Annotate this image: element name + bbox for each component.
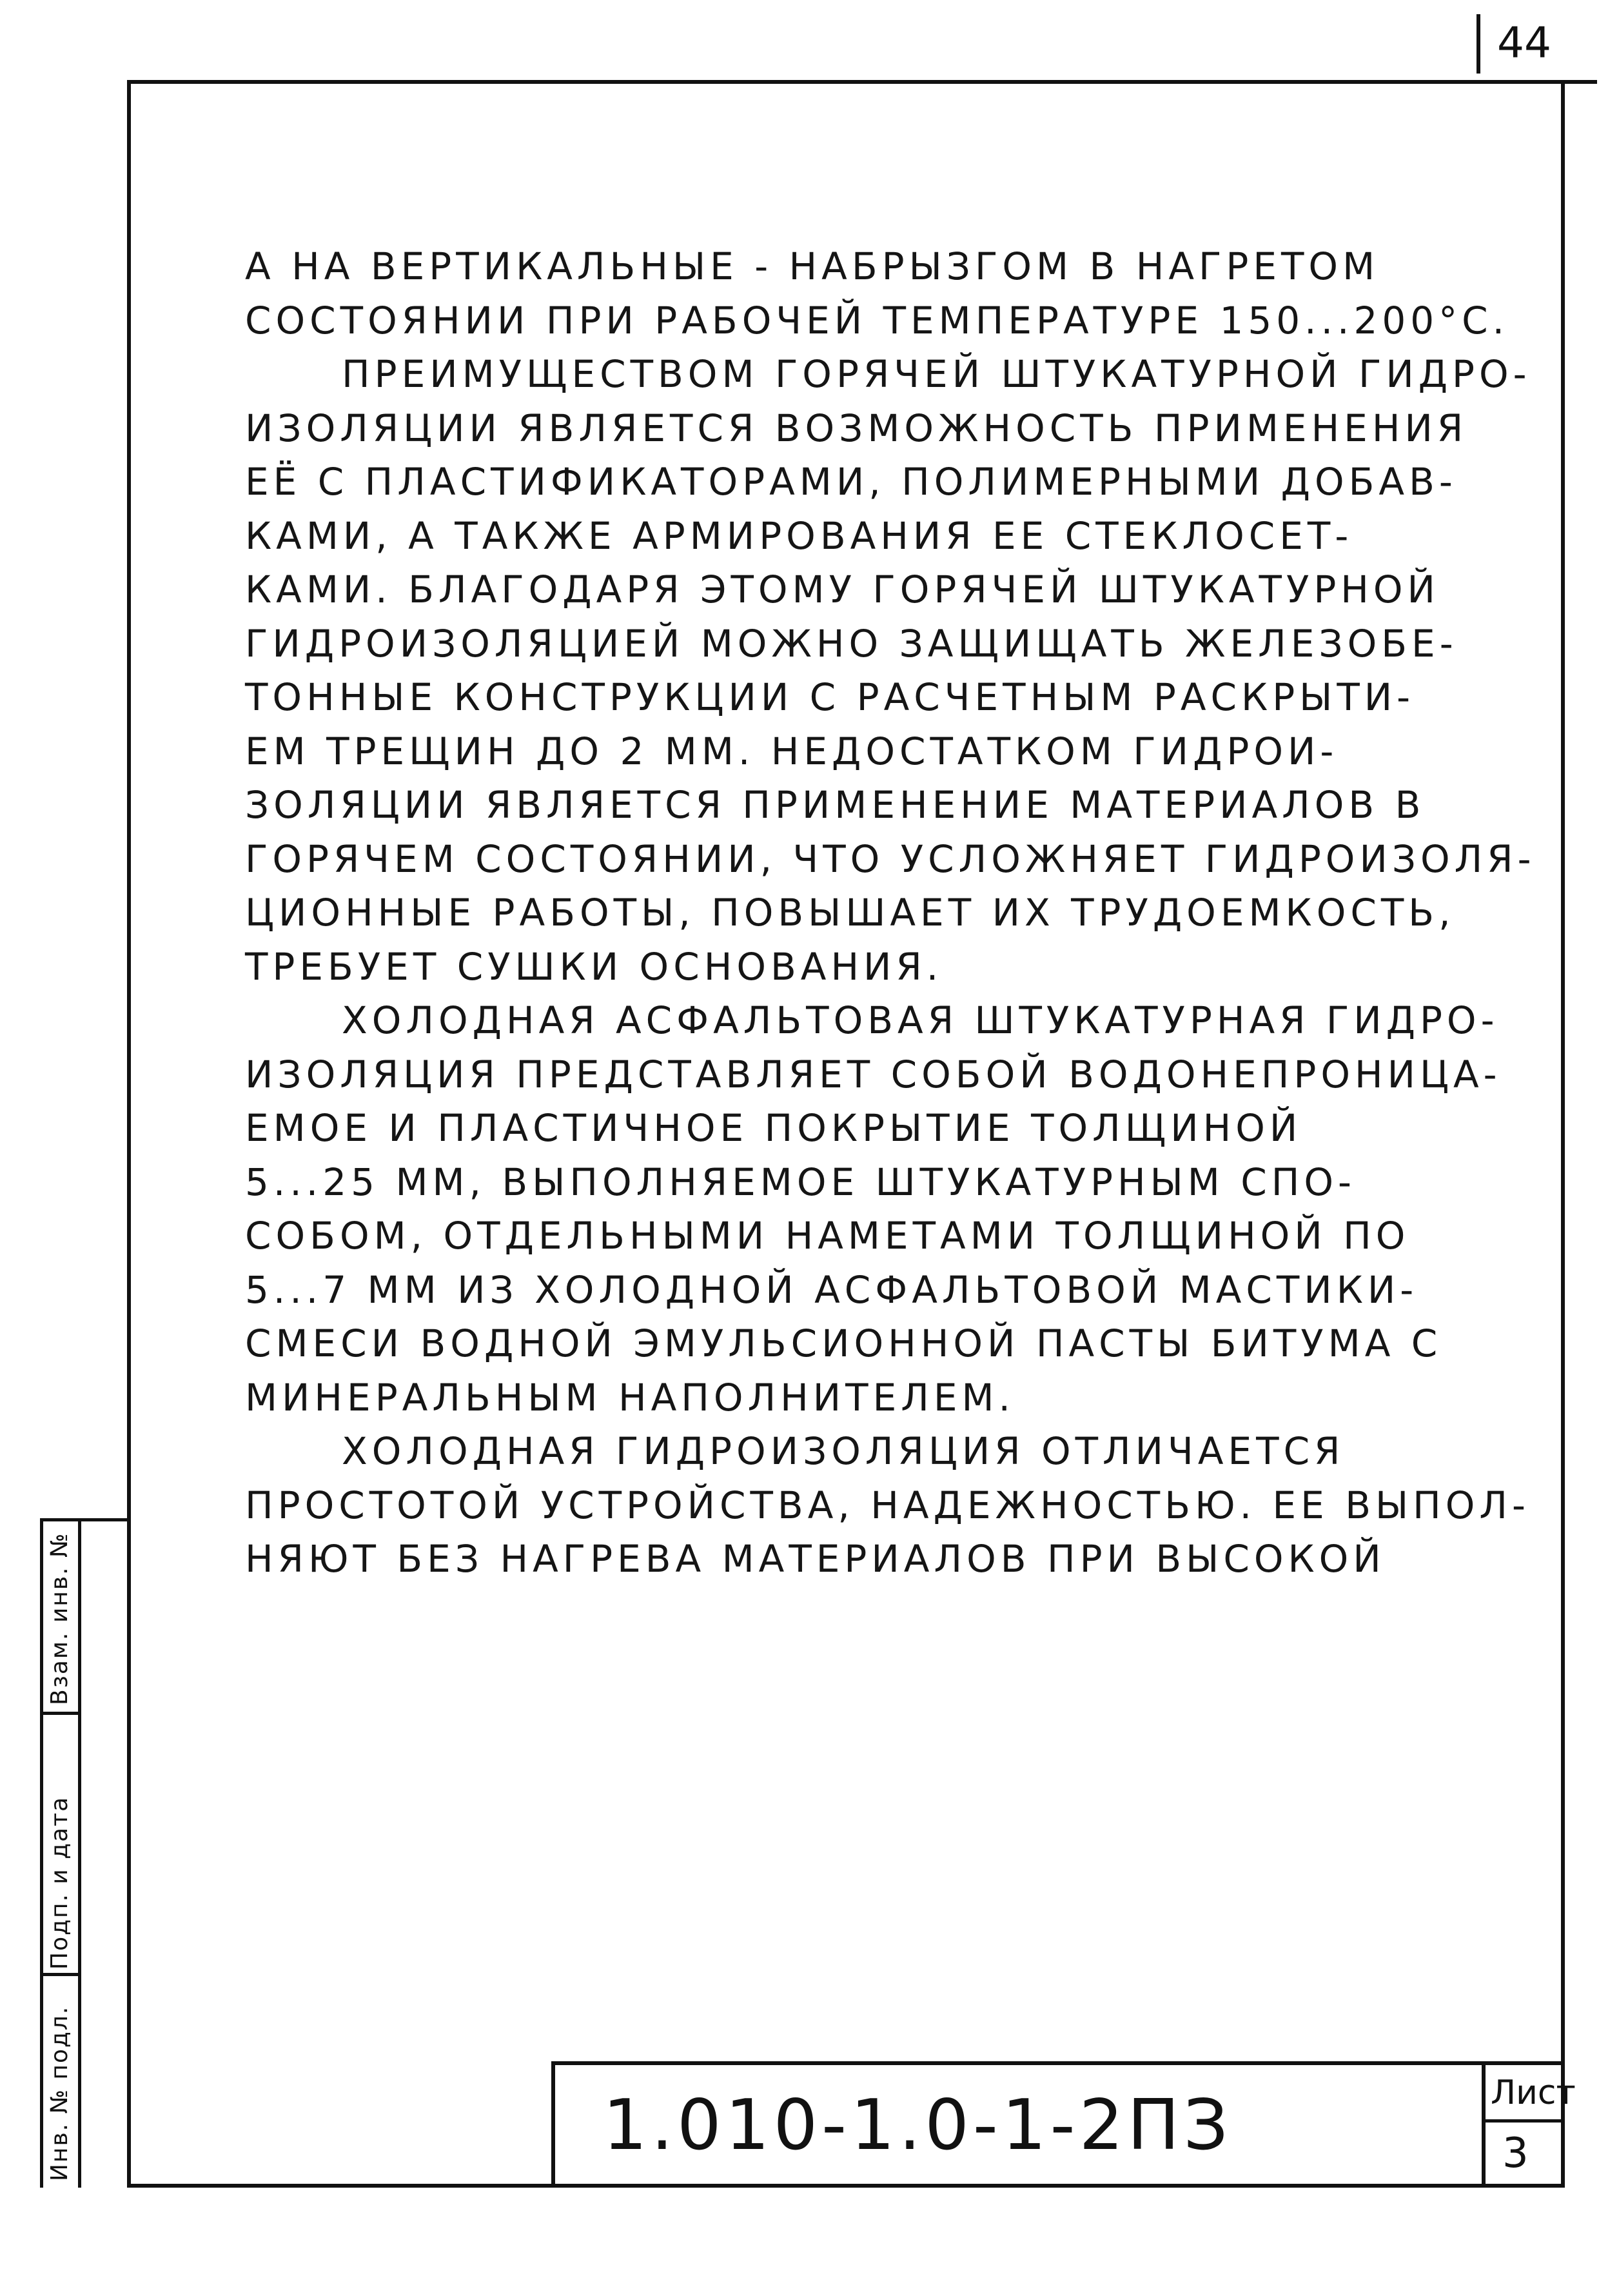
text-line: ГИДРОИЗОЛЯЦИЕЙ МОЖНО ЗАЩИЩАТЬ ЖЕЛЕЗОБЕ-: [245, 621, 1458, 666]
sheet-label: Лист: [1491, 2073, 1576, 2112]
text-line: ЕМОЕ И ПЛАСТИЧНОЕ ПОКРЫТИЕ ТОЛЩИНОЙ: [245, 1106, 1302, 1150]
document-code: 1.010-1.0-1-2ПЗ: [603, 2085, 1232, 2166]
text-line: ЦИОННЫЕ РАБОТЫ, ПОВЫШАЕТ ИХ ТРУДОЕМКОСТЬ,: [245, 891, 1455, 935]
text-line: ГОРЯЧЕМ СОСТОЯНИИ, ЧТО УСЛОЖНЯЕТ ГИДРОИЗОЛЯ-: [245, 836, 1536, 881]
text-line: СОБОМ, ОТДЕЛЬНЫМИ НАМЕТАМИ ТОЛЩИНОЙ ПО: [245, 1214, 1410, 1258]
sheet-cell-divider: [1482, 2119, 1565, 2123]
text-line: МИНЕРАЛЬНЫМ НАПОЛНИТЕЛЕМ.: [245, 1375, 1015, 1420]
side-label-signature-date: Подп. и дата: [46, 1796, 73, 1970]
text-line: ТОННЫЕ КОНСТРУКЦИИ С РАСЧЕТНЫМ РАСКРЫТИ-: [245, 675, 1415, 719]
text-line: ЕЁ С ПЛАСТИФИКАТОРАМИ, ПОЛИМЕРНЫМИ ДОБАВ-: [245, 460, 1457, 504]
text-line: СМЕСИ ВОДНОЙ ЭМУЛЬСИОННОЙ ПАСТЫ БИТУМА С: [245, 1321, 1442, 1365]
side-label-replaces-inv: Взам. инв. №: [46, 1532, 73, 1705]
text-line: 5...25 ММ, ВЫПОЛНЯЕМОЕ ШТУКАТУРНЫМ СПО-: [245, 1160, 1356, 1204]
text-line: НЯЮТ БЕЗ НАГРЕВА МАТЕРИАЛОВ ПРИ ВЫСОКОЙ: [245, 1537, 1386, 1581]
text-line: ХОЛОДНАЯ АСФАЛЬТОВАЯ ШТУКАТУРНАЯ ГИДРО-: [342, 998, 1499, 1042]
side-label-inv-original: Инв. № подл.: [46, 2005, 73, 2181]
body-text: [245, 240, 1536, 1587]
text-line: А НА ВЕРТИКАЛЬНЫЕ - НАБРЫЗГОМ В НАГРЕТОМ: [245, 244, 1380, 288]
text-line: ПРОСТОТОЙ УСТРОЙСТВА, НАДЕЖНОСТЬЮ. ЕЕ ВЫПОЛ-: [245, 1483, 1530, 1527]
text-line: ИЗОЛЯЦИИ ЯВЛЯЕТСЯ ВОЗМОЖНОСТЬ ПРИМЕНЕНИЯ: [245, 406, 1468, 450]
text-line: КАМИ. БЛАГОДАРЯ ЭТОМУ ГОРЯЧЕЙ ШТУКАТУРНОЙ: [245, 568, 1440, 611]
text-line: ХОЛОДНАЯ ГИДРОИЗОЛЯЦИЯ ОТЛИЧАЕТСЯ: [342, 1429, 1345, 1473]
side-cell-inv-original: [40, 1976, 81, 2188]
text-line: 5...7 ММ ИЗ ХОЛОДНОЙ АСФАЛЬТОВОЙ МАСТИКИ-: [245, 1267, 1418, 1312]
text-line: ЕМ ТРЕЩИН ДО 2 ММ. НЕДОСТАТКОМ ГИДРОИ-: [245, 729, 1339, 773]
page-number: 44: [1476, 14, 1586, 74]
text-line: ТРЕБУЕТ СУШКИ ОСНОВАНИЯ.: [245, 944, 943, 989]
text-line: ЗОЛЯЦИИ ЯВЛЯЕТСЯ ПРИМЕНЕНИЕ МАТЕРИАЛОВ В: [245, 783, 1426, 827]
text-line: ПРЕИМУЩЕСТВОМ ГОРЯЧЕЙ ШТУКАТУРНОЙ ГИДРО-: [342, 352, 1531, 396]
text-line: ИЗОЛЯЦИЯ ПРЕДСТАВЛЯЕТ СОБОЙ ВОДОНЕПРОНИЦА-: [245, 1052, 1502, 1096]
sheet-number: 3: [1502, 2130, 1529, 2177]
side-cell-signature-date: [40, 1715, 81, 1976]
text-line: КАМИ, А ТАКЖЕ АРМИРОВАНИЯ ЕЕ СТЕКЛОСЕТ-: [245, 513, 1353, 558]
side-cell-replaces-inv: [40, 1518, 81, 1715]
frame-top-extension: [1565, 80, 1597, 84]
text-line: СОСТОЯНИИ ПРИ РАБОЧЕЙ ТЕМПЕРАТУРЕ 150...200°С.: [245, 298, 1509, 342]
